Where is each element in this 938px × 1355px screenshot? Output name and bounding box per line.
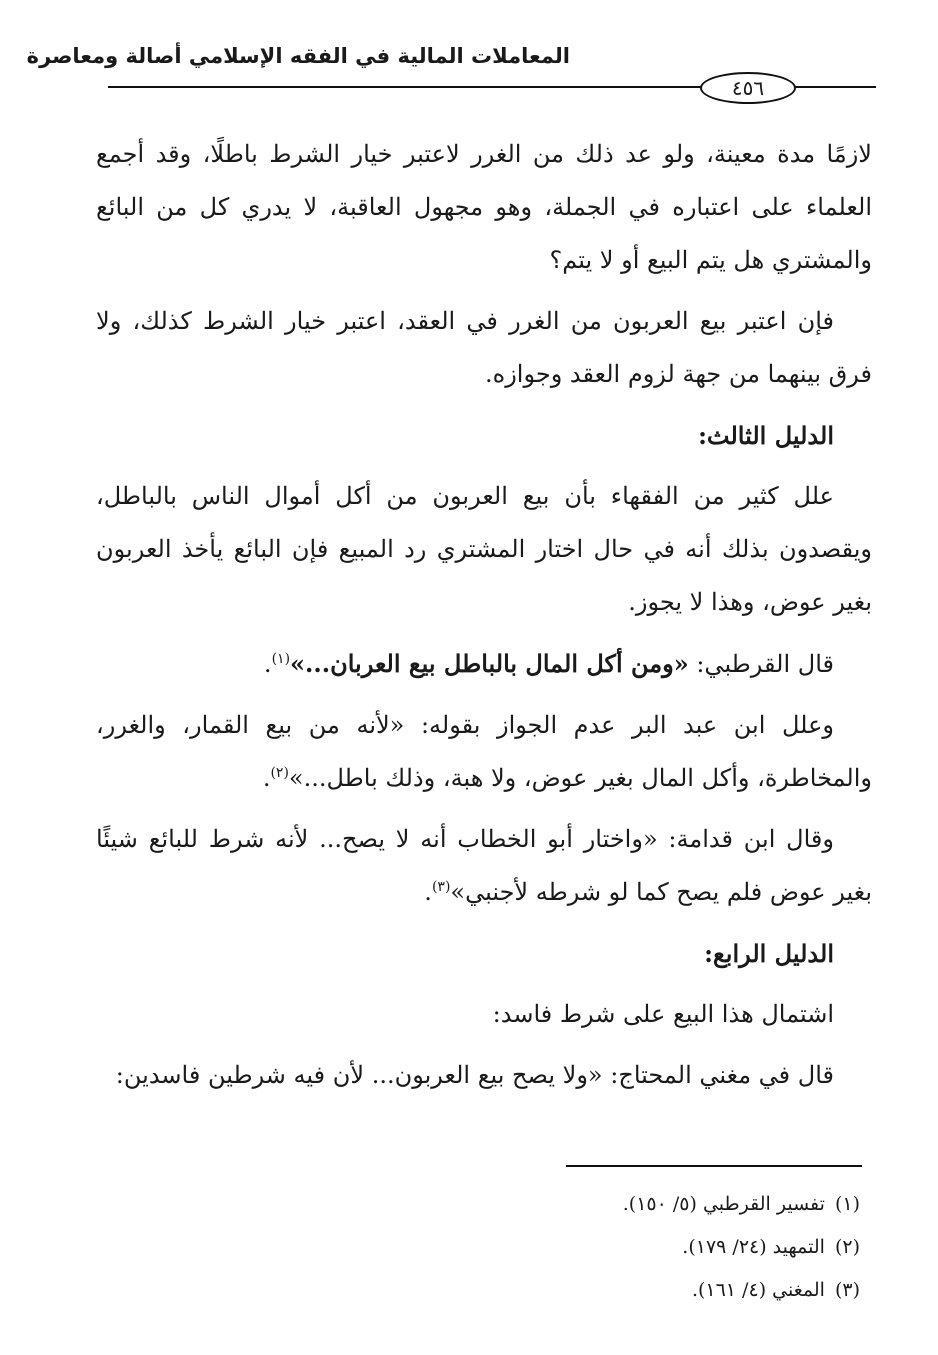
quote-ibn-qudama-text: «واختار أبو الخطاب أنه لا يصح... لأنه شرط للبائع شيئًا بغير عوض فلم يصح كما لو شرطه لأجنبي» bbox=[96, 825, 872, 906]
paragraph-continuation: لازمًا مدة معينة، ولو عد ذلك من الغرر لاعتبر خيار الشرط باطلًا، وقد أجمع العلماء على اعتباره في الجملة، وهو مجهول العاقبة، لا يدري كل من البائع والمشتري هل يتم البيع أو لا يتم؟ bbox=[96, 140, 872, 274]
quote-mughni-muhtaj-text: «ولا يصح بيع العربون... لأن فيه شرطين فاسدين: bbox=[115, 1061, 603, 1089]
quote-ibn-abd-albarr-intro: وعلل ابن عبد البر عدم الجواز بقوله: bbox=[404, 711, 834, 739]
quote-mughni-muhtaj bbox=[96, 1049, 872, 1102]
footnote-number: (١) bbox=[834, 1193, 860, 1215]
heading-third-evidence: الدليل الثالث: bbox=[698, 421, 834, 450]
quote-qurtubi: قال القرطبي: «ومن أكل المال بالباطل بيع العربان...»$^{(١)}$. bbox=[263, 649, 834, 678]
paragraph-comparison: فإن اعتبر بيع العربون من الغرر في العقد، اعتبر خيار الشرط كذلك، ولا فرق بينهما من جهة لزوم العقد وجوازه. bbox=[96, 307, 872, 388]
footnote-text: التمهيد (٢٤/ ١٧٩). bbox=[682, 1236, 825, 1258]
footnote-text: المغني (٤/ ١٦١). bbox=[691, 1279, 825, 1301]
footnote-ref-1: (١) bbox=[271, 651, 291, 667]
paragraph-third-evidence: علل كثير من الفقهاء بأن بيع العربون من أكل أموال الناس بالباطل، ويقصدون بذلك أنه في حال اختار المشتري رد المبيع فإن البائع يأخذ العربون بغير عوض، وهذا لا يجوز. bbox=[96, 482, 872, 616]
quote-qurtubi-intro: قال القرطبي: bbox=[688, 650, 834, 678]
footnote-text: تفسير القرطبي (٥/ ١٥٠). bbox=[622, 1193, 825, 1215]
paragraph-fourth-evidence: اشتمال هذا البيع على شرط فاسد: bbox=[492, 1000, 834, 1028]
page-number: ٤٥٦ bbox=[700, 72, 796, 104]
footnote-number: (٢) bbox=[834, 1236, 860, 1258]
quote-qurtubi-text: «ومن أكل المال بالباطل بيع العربان...» bbox=[290, 649, 689, 678]
quote-ibn-abd-albarr: وعلل ابن عبد البر عدم الجواز بقوله: «لأنه من بيع القمار، والغرر، والمخاطرة، وأكل المال بغير عوض، ولا هبة، وذلك باطل...»$^{(٢)}$. bbox=[96, 711, 872, 792]
quote-ibn-abd-albarr-text: «لأنه من بيع القمار، والغرر، والمخاطرة، وأكل المال بغير عوض، ولا هبة، وذلك باطل...» bbox=[96, 711, 872, 792]
footnote-rule bbox=[566, 1165, 862, 1167]
main-text bbox=[96, 128, 872, 1110]
running-title: المعاملات المالية في الفقه الإسلامي أصالة ومعاصرة bbox=[26, 44, 570, 68]
footnote-number: (٣) bbox=[834, 1279, 860, 1301]
footnote-ref-2: (٢) bbox=[270, 765, 289, 781]
footnote-ref-3: (٣) bbox=[431, 879, 451, 895]
footnote-item bbox=[400, 1226, 860, 1269]
footnote-item bbox=[400, 1269, 860, 1312]
quote-ibn-qudama: وقال ابن قدامة: «واختار أبو الخطاب أنه لا يصح... لأنه شرط للبائع شيئًا بغير عوض فلم يصح كما لو شرطه لأجنبي»$^{(٣)}$. bbox=[96, 825, 872, 906]
quote-ibn-qudama-intro: وقال ابن قدامة: bbox=[657, 825, 834, 853]
footnotes bbox=[400, 1183, 860, 1312]
footnote-item bbox=[400, 1183, 860, 1226]
heading-fourth-evidence: الدليل الرابع: bbox=[704, 939, 834, 968]
quote-mughni-muhtaj-intro: قال في مغني المحتاج: bbox=[602, 1061, 834, 1089]
